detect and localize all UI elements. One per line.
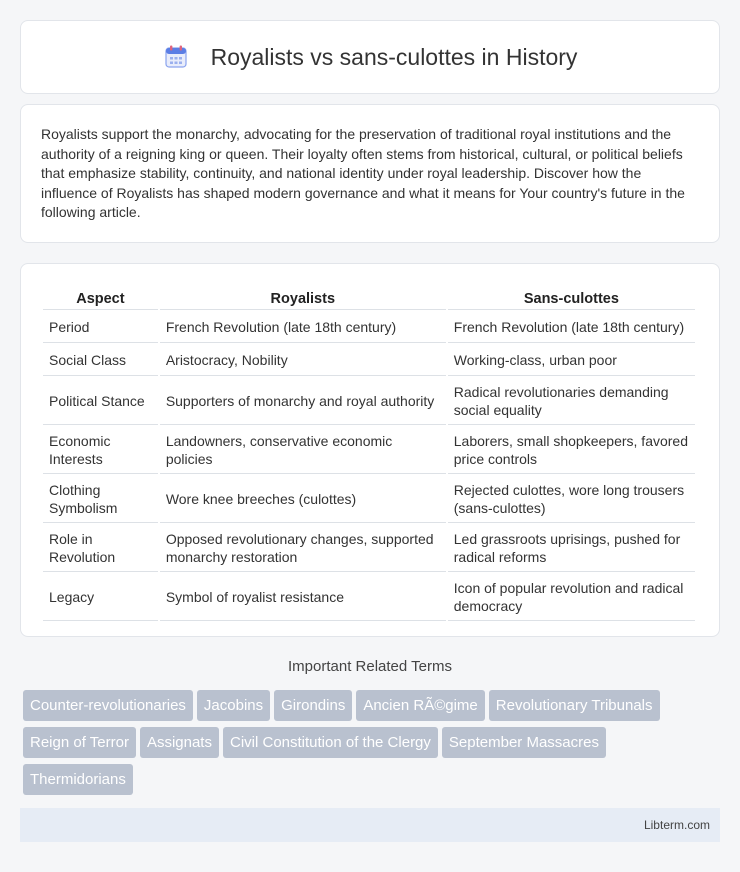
table-cell-sans-culottes: Rejected culottes, wore long trousers (sans-culottes) xyxy=(448,476,695,523)
related-term-tag[interactable]: Revolutionary Tribunals xyxy=(489,690,660,721)
table-cell-aspect: Economic Interests xyxy=(43,427,158,474)
related-term-tag[interactable]: Assignats xyxy=(140,727,219,758)
related-term-tag[interactable]: Ancien RÃ©gime xyxy=(356,690,484,721)
related-term-tag[interactable]: Girondins xyxy=(274,690,352,721)
table-cell-sans-culottes: French Revolution (late 18th century) xyxy=(448,312,695,343)
column-header-royalists: Royalists xyxy=(160,288,446,310)
table-row xyxy=(43,312,695,343)
footer-site-link[interactable]: Libterm.com xyxy=(643,818,710,832)
related-terms-list xyxy=(23,690,723,801)
table-row xyxy=(43,345,695,376)
table-cell-aspect: Clothing Symbolism xyxy=(43,476,158,523)
footer xyxy=(20,808,720,842)
table-cell-royalists: Symbol of royalist resistance xyxy=(160,574,446,621)
table-cell-royalists: Aristocracy, Nobility xyxy=(160,345,446,376)
table-row xyxy=(43,525,695,572)
table-cell-sans-culottes: Laborers, small shopkeepers, favored price controls xyxy=(448,427,695,474)
comparison-table-card xyxy=(20,263,720,637)
intro-card xyxy=(20,104,720,243)
table-cell-sans-culottes: Led grassroots uprisings, pushed for radical reforms xyxy=(448,525,695,572)
related-term-tag[interactable]: Jacobins xyxy=(197,690,270,721)
table-cell-royalists: Supporters of monarchy and royal authority xyxy=(160,378,446,425)
table-cell-sans-culottes: Radical revolutionaries demanding social equality xyxy=(448,378,695,425)
column-header-aspect: Aspect xyxy=(43,288,158,310)
related-term-tag[interactable]: Thermidorians xyxy=(23,764,133,795)
table-cell-royalists: French Revolution (late 18th century) xyxy=(160,312,446,343)
related-term-tag[interactable]: Civil Constitution of the Clergy xyxy=(223,727,438,758)
table-cell-aspect: Social Class xyxy=(43,345,158,376)
column-header-sans-culottes: Sans-culottes xyxy=(448,288,695,310)
table-row xyxy=(43,378,695,425)
table-cell-aspect: Political Stance xyxy=(43,378,158,425)
table-row xyxy=(43,427,695,474)
calendar-icon xyxy=(163,44,189,70)
table-cell-royalists: Opposed revolutionary changes, supported monarchy restoration xyxy=(160,525,446,572)
table-cell-royalists: Landowners, conservative economic policies xyxy=(160,427,446,474)
header-card xyxy=(20,20,720,94)
table-cell-sans-culottes: Icon of popular revolution and radical democracy xyxy=(448,574,695,621)
comparison-table xyxy=(41,286,697,623)
table-cell-royalists: Wore knee breeches (culottes) xyxy=(160,476,446,523)
table-cell-sans-culottes: Working-class, urban poor xyxy=(448,345,695,376)
related-term-tag[interactable]: Reign of Terror xyxy=(23,727,136,758)
related-term-tag[interactable]: September Massacres xyxy=(442,727,606,758)
table-row xyxy=(43,476,695,523)
table-row xyxy=(43,574,695,621)
table-cell-aspect: Legacy xyxy=(43,574,158,621)
table-cell-aspect: Period xyxy=(43,312,158,343)
related-term-tag[interactable]: Counter-revolutionaries xyxy=(23,690,193,721)
related-terms-title: Important Related Terms xyxy=(288,658,452,675)
page-title: Royalists vs sans-culottes in History xyxy=(210,43,578,70)
intro-text: Royalists support the monarchy, advocating for the preservation of traditional royal institutions and the authority of a reigning king or queen. Their loyalty often stems from historical, cultural, or political beliefs that emphasize stability, continuity, and national identity under royal leadership. Discover how the influence of Royalists has shaped modern governance and what it means for Your country's future in the following article. xyxy=(41,126,685,221)
table-cell-aspect: Role in Revolution xyxy=(43,525,158,572)
table-header-row xyxy=(43,288,695,310)
